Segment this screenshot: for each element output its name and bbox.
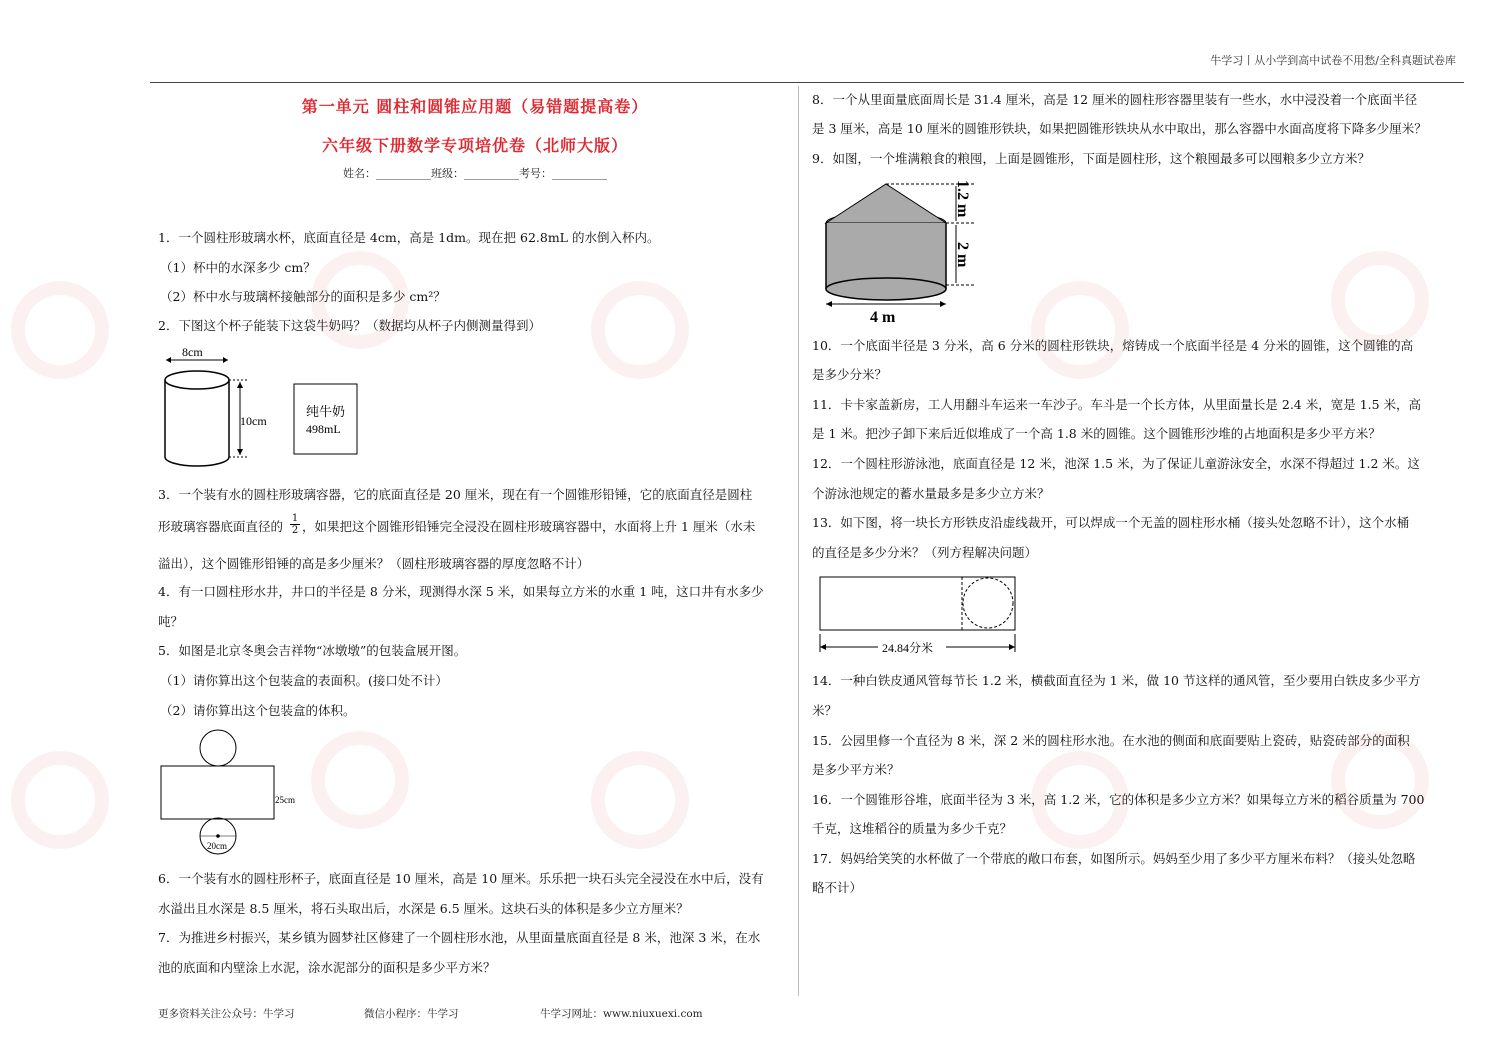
footer-miniprogram: 微信小程序：牛学习 [364, 1008, 459, 1020]
q3-line2a: 形玻璃容器底面直径的 [158, 519, 284, 534]
student-info: 姓名：__________班级：__________考号：__________ [343, 167, 607, 180]
q6-line1: 6．一个装有水的圆柱形杯子，底面直径是 10 厘米，高是 10 厘米。乐乐把一块石头完全浸没在水中后，没有 [158, 871, 764, 886]
q1-1: （1）杯中的水深多少 cm？ [160, 260, 316, 275]
box-diameter-label: 20cm [207, 841, 227, 851]
q15-line2: 是多少平方米？ [812, 762, 900, 777]
q11-line1: 11．卡卡家盖新房，工人用翻斗车运来一车沙子。车斗是一个长方体，从里面量长是 2.4 米，宽是 1.5 米，高 [812, 397, 1422, 412]
q14-line1: 14．一种白铁皮通风管每节长 1.2 米，横截面直径为 1 米，做 10 节这样的通风管，至少要用白铁皮多少平方 [812, 673, 1421, 688]
cyl-height-label: 2 m [954, 242, 971, 268]
q2: 2．下图这个杯子能装下这袋牛奶吗？（数据均从杯子内侧测量得到） [158, 318, 541, 333]
q1-2: （2）杯中水与玻璃杯接触部分的面积是多少 cm²？ [160, 289, 446, 304]
q7-line2: 池的底面和内壁涂上水泥，涂水泥部分的面积是多少平方米？ [158, 960, 496, 975]
title-line2: 六年级下册数学专项培优卷（北师大版） [321, 136, 628, 155]
q12-line2: 个游泳池规定的蓄水量最多是多少立方米？ [812, 486, 1050, 501]
title-line1: 第一单元 圆柱和圆锥应用题（易错题提高卷） [301, 97, 649, 116]
column-divider [798, 86, 799, 996]
q10-line2: 是多少分米？ [812, 367, 888, 382]
box-height-label: 25cm [275, 795, 295, 805]
q17-line2: 略不计） [812, 880, 863, 895]
q13-line1: 13．如下图，将一块长方形铁皮沿虚线裁开，可以焊成一个无盖的圆柱形水桶（接头处忽略不计），这个水桶 [812, 515, 1410, 530]
q3-line2b: ，如果把这个圆锥形铅锤完全浸没在圆柱形玻璃容器中，水面将上升 1 厘米（水未 [302, 519, 756, 534]
q17-line1: 17．妈妈给笑笑的水杯做了一个带底的敞口布套，如图所示。妈妈至少用了多少平方厘米布料？（接头处忽略 [812, 851, 1416, 866]
q15-line1: 15．公园里修一个直径为 8 米，深 2 米的圆柱形水池。在水池的侧面和底面要贴上瓷砖，贴瓷砖部分的面积 [812, 733, 1410, 748]
q5-1: （1）请你算出这个包装盒的表面积。(接口处不计） [160, 673, 448, 688]
q12-line1: 12．一个圆柱形游泳池，底面直径是 12 米，池深 1.5 米，为了保证儿童游泳安全，水深不得超过 1.2 米。这 [812, 456, 1420, 471]
cup-figure [160, 340, 370, 475]
fraction-numerator: 1 [291, 513, 299, 524]
header-text: 牛学习丨从小学到高中试卷不用愁/全科真题试卷库 [1210, 54, 1456, 67]
box-net-figure [158, 728, 318, 858]
milk-name: 纯牛奶 [306, 405, 346, 420]
q16-line2: 千克，这堆稻谷的质量为多少千克？ [812, 821, 1013, 836]
granary-figure [818, 178, 988, 328]
cone-height-label: 1.2 m [954, 180, 971, 218]
q3-line1: 3．一个装有水的圆柱形玻璃容器，它的底面直径是 20 厘米，现在有一个圆锥形铅锤，它的底面直径是圆柱 [158, 487, 753, 502]
milk-volume: 498mL [306, 422, 341, 436]
footer-website[interactable]: 牛学习网址：www.niuxuexi.com [540, 1008, 703, 1020]
q6-line2: 水溢出且水深是 8.5 厘米，将石头取出后，水深是 6.5 厘米。这块石头的体积是多少立方厘米？ [158, 901, 689, 916]
q14-line2: 米？ [812, 703, 838, 718]
q7-line1: 7．为推进乡村振兴，某乡镇为圆梦社区修建了一个圆柱形水池，从里面量底面直径是 8 米，池深 3 米，在水 [158, 930, 761, 945]
cup-height-label: 10cm [240, 414, 267, 428]
fraction [290, 513, 300, 536]
q1: 1．一个圆柱形玻璃水杯，底面直径是 4cm，高是 1dm。现在把 62.8mL 的水倒入杯内。 [158, 230, 660, 245]
header-divider [150, 82, 1464, 83]
q4-line1: 4．有一口圆柱形水井，井口的半径是 8 分米，现测得水深 5 米，如果每立方米的水重 1 吨，这口井有水多少 [158, 584, 764, 599]
q11-line2: 是 1 米。把沙子卸下来后近似堆成了一个高 1.8 米的圆锥。这个圆锥形沙堆的占地面积是多少平方米？ [812, 426, 1381, 441]
q3-line3: 溢出），这个圆锥形铅锤的高是多少厘米？（圆柱形玻璃容器的厚度忽略不计） [158, 556, 590, 571]
q5-2: （2）请你算出这个包装盒的体积。 [160, 703, 356, 718]
q9: 9．如图，一个堆满粮食的粮囤，上面是圆锥形，下面是圆柱形，这个粮囤最多可以囤粮多少立方米？ [812, 151, 1370, 166]
fraction-denominator: 2 [291, 525, 299, 536]
sheet-figure [816, 572, 1026, 660]
q13-line2: 的直径是多少分米？（列方程解决问题） [812, 545, 1038, 560]
q5: 5．如图是北京冬奥会吉祥物“冰墩墩”的包装盒展开图。 [158, 643, 467, 658]
cup-width-label: 8cm [182, 345, 203, 359]
footer-wechat: 更多资料关注公众号：牛学习 [158, 1008, 295, 1020]
sheet-length-label: 24.84分米 [882, 641, 934, 655]
q10-line1: 10．一个底面半径是 3 分米，高 6 分米的圆柱形铁块，熔铸成一个底面半径是 4 分米的圆锥，这个圆锥的高 [812, 338, 1414, 353]
q4-line2: 吨？ [158, 614, 184, 629]
q8-line2: 是 3 厘米，高是 10 厘米的圆锥形铁块，如果把圆锥形铁块从水中取出，那么容器中水面高度将下降多少厘米？ [812, 121, 1427, 136]
q16-line1: 16．一个圆锥形谷堆，底面半径为 3 米，高 1.2 米，它的体积是多少立方米？如果每立方米的稻谷质量为 700 [812, 792, 1425, 807]
q8-line1: 8．一个从里面量底面周长是 31.4 厘米，高是 12 厘米的圆柱形容器里装有一些水，水中浸没着一个底面半径 [812, 92, 1418, 107]
granary-diameter-label: 4 m [870, 309, 896, 326]
